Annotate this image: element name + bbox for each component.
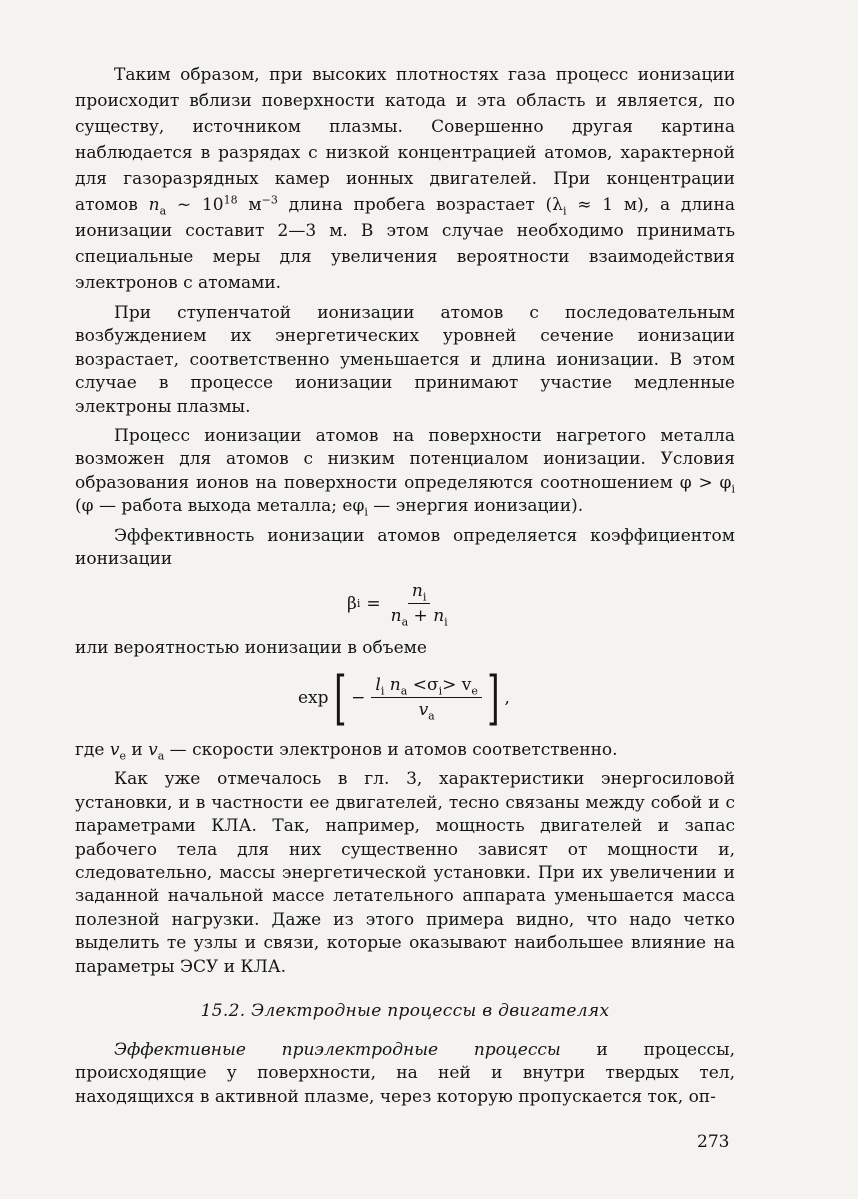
num-sigma-sub: i [438,684,443,698]
sub-i: i [364,505,368,519]
formula-minus: − [351,687,366,708]
paragraph-2: При ступенчатой ионизации атомов с последовательным возбуждением их энергетических уровней сечение ионизации возрастает, соответственно уменьшается и длина ионизации. В этом случае в процессе ионизации принимают участие медленные электроны плазмы. [75,303,735,417]
page-body [75,62,735,1109]
exponent-minus-3: −3 [261,193,278,207]
num-l-sub: i [380,684,385,698]
formula-equals: = [366,593,381,614]
num-l: l [375,675,381,696]
paragraph-5: или вероятностью ионизации в объеме [75,638,427,659]
paragraph-3-text-b: (φ — работа выхода металла; eφ [75,496,365,517]
page-number: 273 [697,1132,730,1152]
formula-fraction [387,581,452,629]
den-var-1: n [390,606,402,627]
paragraph-8-text: и процессы, происходящие у поверхности, на ней и внутри твердых тел, находящихся в активной плазме, через которую пропускается ток, оп- [75,1039,735,1107]
paragraph-1-text-a: Таким образом, при высоких плотностях газа процесс ионизации происходит вблизи поверхности катода и эта область и является, по существу, источником плазмы. Совершенно другая картина наблюдается в разрядах с низкой концентрацией атомов, характерной для газоразрядных камер ионных двигателей. При концентрации атомов [75,65,735,215]
den-var-2: n [433,606,445,627]
num-n-sub: а [400,684,408,698]
den-plus: + [408,606,434,627]
var-ve: v [109,739,120,760]
paragraph-8 [75,1039,735,1109]
paragraph-1-text-d: длина пробега возрастает (λ [277,195,563,215]
paragraph-1-text-c: м [237,195,262,215]
paragraph-6-text-b: и [125,739,149,760]
num-sigma: <σ [412,675,439,696]
formula-exp: exp [298,687,329,708]
sub-i: i [731,482,735,496]
paragraph-3-text-a: Процесс ионизации атомов на поверхности нагретого металла возможен для атомов с низким потенциалом ионизации. Условия образования ионов на поверхности определяются соотношением φ > φ [75,426,735,493]
sub-i: i [562,204,567,218]
formula-trailing-comma: , [504,687,510,708]
section-heading: 15.2. Электродные процессы в двигателях [200,1000,610,1021]
num-v-sub: e [471,684,478,698]
fraction-denominator [387,604,452,629]
var-va: v [148,739,158,760]
fraction-numerator [408,581,430,604]
sub-e: e [119,749,126,763]
den-v: v [418,700,429,721]
fraction2-numerator [371,675,481,698]
paragraph-4: Эффективность ионизации атомов определяется коэффициентом ионизации [75,525,735,570]
den-sub-1: а [401,615,409,629]
exponent-18: 18 [223,193,238,207]
num-v: > v [442,675,472,696]
paragraph-3 [75,425,735,519]
paragraph-8-emphasis: Эффективные приэлектродные процессы [114,1039,561,1060]
paragraph-1 [75,62,735,296]
formula-ionization-coefficient: β i = $\frac{n_i}{n_а + n_i}$ [75,581,735,633]
den-sub-2: i [444,615,448,629]
formula2-fraction [371,675,481,723]
num-n: n [389,675,401,696]
den-v-sub: а [428,709,435,723]
sub-a: а [159,204,167,218]
formula-beta: β [347,593,357,614]
var-n: n [148,195,160,215]
num-sub: i [422,590,427,604]
num-var: n [411,581,423,602]
paragraph-1-text-b: ~ 10 [166,195,224,215]
right-bracket: ] [486,663,500,732]
left-bracket: [ [333,663,347,732]
fraction2-denominator [415,698,439,723]
sub-a: а [157,749,165,763]
paragraph-6-text-c: — скорости электронов и атомов соответственно. [164,739,618,760]
paragraph-6 [75,739,735,762]
paragraph-1-text-e: ≈ 1 м), а длина ионизации составит 2—3 м. В этом случае необходимо принимать специальные меры для увеличения вероятности взаимодействия электронов с атомами. [75,195,735,293]
paragraph-7: Как уже отмечалось в гл. 3, характеристики энергосиловой установки, и в частности ее двигателей, тесно связаны между собой и с параметрами КЛА. Так, например, мощность двигателей и запас рабочего тела для них существенно зависят от мощности и, следовательно, массы энергетической установки. При их увеличении и заданной начальной массе летательного аппарата уменьшается масса полезной нагрузки. Даже из этого примера видно, что надо четко выделить те узлы и связи, которые оказывают наибольшее влияние на параметры ЭСУ и КЛА. [75,769,735,977]
paragraph-6-text-a: где [75,739,110,760]
paragraph-3-text-c: — энергия ионизации). [367,496,584,517]
formula-ionization-probability [75,663,735,733]
